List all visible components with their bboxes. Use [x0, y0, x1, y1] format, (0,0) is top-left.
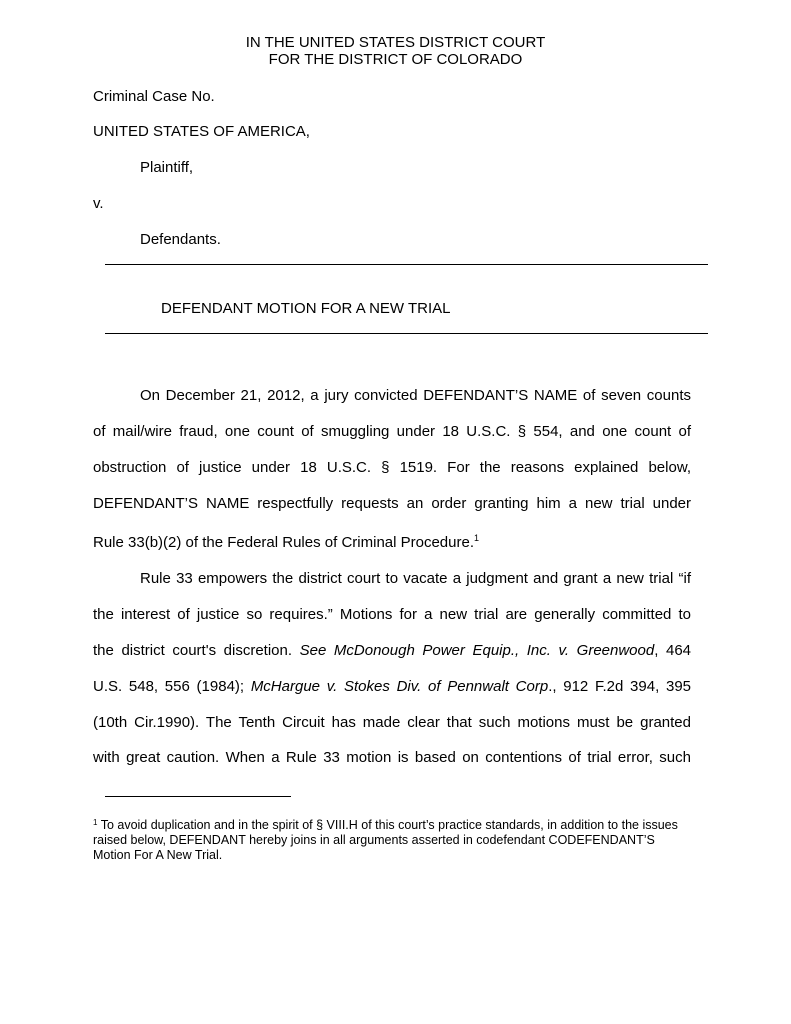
motion-title: DEFENDANT MOTION FOR A NEW TRIAL — [161, 300, 451, 317]
body-line: the interest of justice so requires.” Motions for a new trial are generally committed to — [93, 606, 691, 623]
footnote-number: 1 — [93, 818, 98, 827]
footnote-separator — [105, 796, 291, 797]
body-line — [93, 534, 691, 552]
body-line: obstruction of justice under 18 U.S.C. § 1519. For the reasons explained below, — [93, 459, 691, 476]
body-text: ., 912 F.2d 394, 395 — [548, 678, 692, 695]
body-line: (10th Cir.1990). The Tenth Circuit has made clear that such motions must be granted — [93, 714, 691, 731]
plaintiff-name: UNITED STATES OF AMERICA, — [93, 123, 310, 140]
body-text: , 464 — [654, 642, 691, 659]
body-text: Rule 33(b)(2) of the Federal Rules of Criminal Procedure. — [93, 534, 474, 551]
defendant-role: Defendants. — [140, 231, 221, 248]
body-line: with great caution. When a Rule 33 motion is based on contentions of trial error, such — [93, 749, 691, 766]
body-line — [93, 678, 691, 696]
case-citation: McHargue v. Stokes Div. of Pennwalt Corp — [250, 678, 549, 695]
body-line: of mail/wire fraud, one count of smuggling under 18 U.S.C. § 554, and one count of — [93, 423, 691, 440]
court-district: FOR THE DISTRICT OF COLORADO — [268, 51, 523, 68]
court-heading — [0, 34, 791, 68]
body-text: U.S. 548, 556 (1984); — [93, 678, 251, 695]
caption-rule-top — [105, 264, 708, 265]
plaintiff-role: Plaintiff, — [140, 159, 194, 176]
body-line: Rule 33 empowers the district court to vacate a judgment and grant a new trial “if — [140, 570, 691, 587]
body-line: On December 21, 2012, a jury convicted DEFENDANT’S NAME of seven counts — [140, 387, 691, 404]
footnote — [93, 818, 693, 863]
footnote-reference[interactable]: 1 — [474, 533, 480, 543]
court-name: IN THE UNITED STATES DISTRICT COURT — [245, 34, 546, 51]
body-text: the district court's discretion. — [93, 642, 300, 659]
case-number: Criminal Case No. — [93, 88, 215, 105]
versus: v. — [93, 195, 104, 212]
footnote-text: To avoid duplication and in the spirit of § VIII.H of this court’s practice standards, in addition to the issues raised below, DEFENDANT hereby joins in all arguments asserted in codefendant CODEFENDANT’S Motion For A New Trial. — [93, 818, 678, 862]
caption-rule-bottom — [105, 333, 708, 334]
body-line: DEFENDANT’S NAME respectfully requests an order granting him a new trial under — [93, 495, 691, 512]
case-citation: See McDonough Power Equip., Inc. v. Greenwood — [299, 642, 655, 659]
body-line — [93, 642, 691, 660]
